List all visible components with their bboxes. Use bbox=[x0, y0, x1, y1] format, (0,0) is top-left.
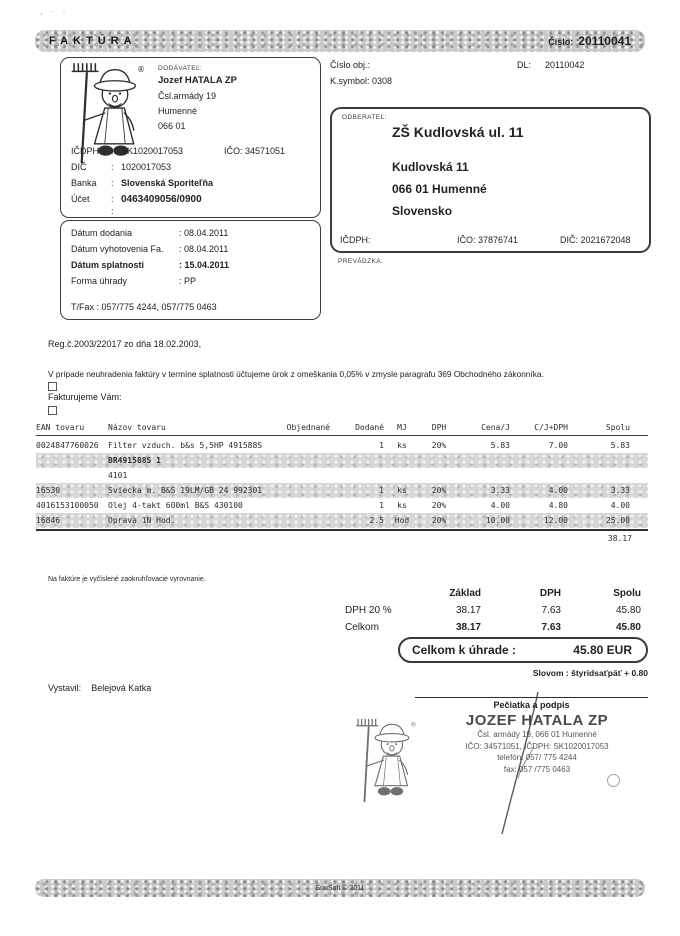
issue-date-label: Dátum vyhotovenia Fa. bbox=[71, 244, 164, 254]
totals-celkom-row bbox=[345, 619, 641, 636]
dates-box bbox=[60, 220, 321, 320]
customer-ico: IČO: 37876741 bbox=[457, 235, 519, 245]
supplier-zip: 066 01 bbox=[158, 121, 186, 131]
supplier-icdph-row: IČDPH : SK1020017053 bbox=[71, 146, 184, 156]
cell-ean bbox=[36, 468, 108, 483]
header-mj: MJ bbox=[397, 423, 407, 432]
cell-spolu: 25.00 bbox=[605, 516, 630, 525]
invoice-intro: Fakturujeme Vám: bbox=[48, 392, 122, 402]
supplier-dic-row: DIČ : 1020017053 bbox=[71, 162, 172, 172]
table-row bbox=[36, 453, 648, 468]
cell-dodane: 2.5 bbox=[369, 516, 384, 525]
prevadzka-label: PREVÁDZKA: bbox=[338, 258, 384, 265]
totals-dph-row bbox=[345, 602, 641, 619]
cell-spolu: 4.00 bbox=[610, 501, 630, 510]
header-bar bbox=[35, 30, 645, 52]
stamp-company-name: JOZEF HATALA ZP bbox=[465, 712, 609, 729]
late-payment-note: V prípade neuhradenia faktúry v termíne splatnosti účtujeme úrok z omeškania 0,05% v zmysle paragrafu 369 Obchodného zákonníka. bbox=[48, 369, 544, 379]
registration-note: Reg.č.2003/22017 zo dňa 18.02.2003, bbox=[48, 339, 202, 349]
rounding-note: Na faktúre je vyčíslené zaokruhľovacie vyrovnanie. bbox=[48, 576, 206, 583]
customer-city: 066 01 Humenné bbox=[392, 182, 487, 196]
dl-label: DL: bbox=[517, 60, 532, 70]
stamp-caption: Pečiatka a podpis bbox=[493, 700, 570, 710]
header-dph: DPH bbox=[431, 423, 447, 432]
invoice-number-label: Číslo: bbox=[548, 37, 574, 47]
cell-dodane: 1 bbox=[379, 441, 384, 450]
cell-cjdph: 4.00 bbox=[548, 486, 568, 495]
delivery-date-row bbox=[71, 228, 228, 238]
page-title: FAKTÚRA bbox=[49, 35, 137, 47]
totals-header-dph: DPH bbox=[539, 588, 561, 599]
scan-specks: , · · bbox=[40, 6, 69, 16]
supplier-bank-row: Banka : Slovenská Sporiteľňa bbox=[71, 178, 213, 188]
amount-in-words: Slovom : štyridsaťpäť + 0.80 bbox=[532, 668, 648, 678]
header-cena: Cena/J bbox=[481, 423, 510, 432]
cell-cena: 3.33 bbox=[490, 486, 510, 495]
cell-mj: Hod bbox=[394, 516, 410, 525]
customer-dic: DIČ: 2021672048 bbox=[560, 235, 631, 245]
cell-cjdph: 7.00 bbox=[548, 441, 568, 450]
footer-bar bbox=[35, 879, 645, 897]
cell-cena: 4.00 bbox=[490, 501, 510, 510]
table-row bbox=[36, 438, 648, 453]
table-total: 38.17 bbox=[607, 534, 632, 543]
cell-ean: 16530 bbox=[36, 486, 61, 495]
payment-form-row bbox=[71, 276, 196, 286]
payment-form-value: : PP bbox=[179, 276, 197, 286]
invoice-number-value: 20110041 bbox=[578, 34, 631, 48]
supplier-account-label: Účet bbox=[71, 194, 90, 204]
header-spolu: Spolu bbox=[605, 423, 630, 432]
cell-name: Filter vzduch. b&s 5,5HP 491588S bbox=[108, 441, 263, 450]
header-dodane: Dodané bbox=[355, 423, 384, 432]
cell-objednane bbox=[284, 483, 330, 498]
totals-celkom-dph: 7.63 bbox=[541, 622, 561, 633]
supplier-name: Jozef HATALA ZP bbox=[158, 75, 237, 86]
stamp-fax: fax: 057 /775 0463 bbox=[503, 764, 571, 774]
table-row bbox=[36, 468, 648, 483]
issue-date-row bbox=[71, 244, 228, 254]
payment-form-label: Forma úhrady bbox=[71, 276, 128, 286]
items-table-header bbox=[36, 421, 648, 436]
totals-header-row bbox=[345, 585, 641, 602]
cell-name: Sviecka m. B&S 19LM/GB 24 992301 bbox=[108, 486, 263, 495]
totals-dph-spolu: 45.80 bbox=[615, 605, 641, 616]
cell-name: 4101 bbox=[108, 471, 128, 480]
cell-ean: 4016153100050 bbox=[36, 501, 99, 510]
amount-due-box bbox=[398, 637, 648, 663]
due-date-row bbox=[71, 260, 229, 270]
stamp-address: Čsl. armády 19, 066 01 Humenné bbox=[477, 730, 597, 739]
cell-cena: 5.83 bbox=[490, 441, 510, 450]
supplier-ico: IČO: 34571051 bbox=[224, 146, 286, 156]
checkbox-icon bbox=[48, 382, 57, 391]
totals-celkom-spolu: 45.80 bbox=[615, 622, 641, 633]
cell-dph: 20% bbox=[431, 516, 447, 525]
header-name: Názov tovaru bbox=[108, 423, 166, 432]
checkbox-icon bbox=[48, 406, 57, 415]
cell-objednane bbox=[284, 438, 330, 453]
header-ean: EAN tovaru bbox=[36, 423, 85, 432]
cell-name: Oprava 1N Hod. bbox=[108, 516, 176, 525]
issued-by-label: Vystavil: bbox=[48, 683, 82, 693]
customer-name: ZŠ Kudlovská ul. 11 bbox=[392, 124, 524, 140]
totals-celkom-label: Celkom bbox=[345, 622, 379, 633]
supplier-dic-label: DIČ bbox=[71, 162, 87, 172]
signature-stroke bbox=[470, 686, 560, 841]
tfax-line: T/Fax : 057/775 4244, 057/775 0463 bbox=[71, 302, 217, 312]
table-row bbox=[36, 513, 648, 528]
cell-objednane bbox=[284, 498, 330, 513]
totals-dph-zaklad: 38.17 bbox=[455, 605, 481, 616]
cell-ean bbox=[36, 453, 108, 468]
issue-date-value: : 08.04.2011 bbox=[179, 244, 229, 254]
stamp-ids: IČO: 34571051, IČDPH: SK1020017053 bbox=[465, 741, 609, 751]
cell-ean: 0024847760026 bbox=[36, 441, 99, 450]
supplier-icdph-value: SK1020017053 bbox=[121, 146, 184, 156]
issued-by-value: Belejová Katka bbox=[91, 683, 152, 693]
supplier-section-label: DODÁVATEĽ: bbox=[158, 65, 203, 72]
cell-dodane: 1 bbox=[379, 486, 384, 495]
cell-mj: ks bbox=[397, 501, 407, 510]
totals-celkom-zaklad: 38.17 bbox=[455, 622, 481, 633]
cell-mj: ks bbox=[397, 486, 407, 495]
supplier-bank-value: Slovenská Sporiteľňa bbox=[121, 178, 213, 188]
supplier-bank-label: Banka bbox=[71, 178, 97, 188]
due-date-value: : 15.04.2011 bbox=[179, 260, 230, 270]
delivery-date-label: Dátum dodania bbox=[71, 228, 133, 238]
customer-box bbox=[330, 107, 651, 253]
supplier-dic-value: 1020017053 bbox=[121, 162, 172, 172]
totals-header-zaklad: Základ bbox=[449, 588, 481, 599]
cell-mj: ks bbox=[397, 441, 407, 450]
delivery-date-value: : 08.04.2011 bbox=[179, 228, 229, 238]
cell-cena: 10.00 bbox=[485, 516, 510, 525]
supplier-account-row: Účet : 0463409056/0900 bbox=[71, 194, 202, 205]
invoice-number-group bbox=[548, 34, 631, 48]
cell-spolu: 3.33 bbox=[610, 486, 630, 495]
amount-due-label: Celkom k úhrade : bbox=[412, 643, 517, 657]
amount-due-value: 45.80 EUR bbox=[573, 643, 632, 657]
customer-icdph-label: IČDPH: bbox=[340, 235, 371, 245]
header-cjdph: C/J+DPH bbox=[534, 423, 568, 432]
supplier-icdph-label: IČDPH bbox=[71, 146, 100, 156]
issued-by-row bbox=[48, 683, 151, 693]
totals-dph-label: DPH 20 % bbox=[345, 605, 392, 616]
cell-cjdph: 12.00 bbox=[543, 516, 568, 525]
supplier-city: Humenné bbox=[158, 106, 198, 116]
cell-name: Olej 4-takt 600ml B&S 430100 bbox=[108, 501, 243, 510]
table-row bbox=[36, 498, 648, 513]
totals-dph-dph: 7.63 bbox=[541, 605, 561, 616]
items-table bbox=[36, 421, 648, 543]
cell-dph: 20% bbox=[431, 441, 447, 450]
farmer-logo-icon bbox=[355, 718, 419, 804]
due-date-label: Dátum splatnosti bbox=[71, 260, 145, 270]
cell-name: BR491588S 1 bbox=[108, 456, 161, 465]
customer-street: Kudlovská 11 bbox=[392, 160, 469, 174]
customer-country: Slovensko bbox=[392, 204, 453, 218]
totals-header-spolu: Spolu bbox=[613, 588, 641, 599]
totals-block bbox=[345, 585, 641, 636]
header-objednane: Objednané bbox=[286, 423, 330, 432]
supplier-street: Čsl.armády 19 bbox=[158, 91, 217, 101]
supplier-box bbox=[60, 57, 321, 218]
order-number-label: Číslo obj.: bbox=[330, 60, 371, 70]
customer-section-label: ODBERATEĽ: bbox=[342, 114, 387, 121]
cell-spolu: 5.83 bbox=[610, 441, 630, 450]
cell-dph: 20% bbox=[431, 501, 447, 510]
table-row bbox=[36, 483, 648, 498]
cell-dph: 20% bbox=[431, 486, 447, 495]
supplier-account-value: 0463409056/0900 bbox=[121, 194, 202, 205]
supplier-empty-row: : bbox=[111, 206, 114, 216]
cell-ean: 16846 bbox=[36, 516, 61, 525]
ksymbol: K.symbol: 0308 bbox=[330, 76, 393, 86]
table-bottom-rule bbox=[36, 529, 648, 531]
cell-objednane bbox=[284, 513, 330, 528]
footer-text: SunSoft © 2011 bbox=[315, 884, 365, 892]
dl-value: 20110042 bbox=[545, 60, 585, 70]
stamp-phone: telefón: 057/ 775 4244 bbox=[497, 753, 577, 762]
cell-cjdph: 4.80 bbox=[548, 501, 568, 510]
cell-dodane: 1 bbox=[379, 501, 384, 510]
stamp-circle-mark bbox=[607, 774, 620, 787]
